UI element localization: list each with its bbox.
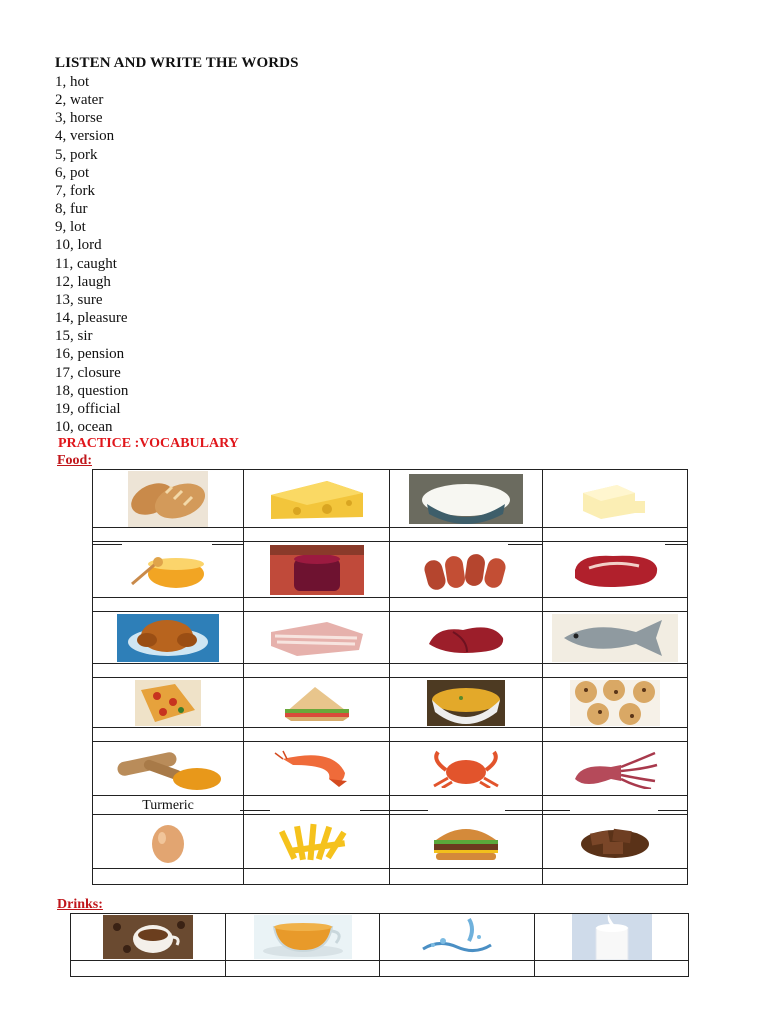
squid-icon xyxy=(571,749,659,789)
writing-line[interactable] xyxy=(508,611,568,612)
writing-line[interactable] xyxy=(658,810,687,811)
answer-cell[interactable] xyxy=(543,869,688,885)
food-cell xyxy=(390,742,543,796)
drink-cell xyxy=(226,914,380,961)
bread-icon xyxy=(128,471,208,527)
list-item: 8, fur xyxy=(55,201,88,218)
writing-line[interactable] xyxy=(92,544,122,545)
food-cell xyxy=(244,815,390,869)
coffee-icon xyxy=(103,915,193,959)
writing-line[interactable] xyxy=(212,544,243,545)
answer-cell[interactable] xyxy=(244,528,390,542)
food-cell xyxy=(93,742,244,796)
list-item: 4, version xyxy=(55,128,115,145)
food-cell xyxy=(543,542,688,598)
butter-icon xyxy=(577,479,653,519)
answer-cell[interactable] xyxy=(244,598,390,612)
fries-icon xyxy=(277,820,357,864)
word-list xyxy=(55,73,128,436)
food-cell xyxy=(244,742,390,796)
list-item: 14, pleasure xyxy=(55,310,128,327)
answer-cell[interactable] xyxy=(244,869,390,885)
egg-icon xyxy=(148,820,188,864)
drink-cell xyxy=(71,914,226,961)
practice-title: PRACTICE :VOCABULARY xyxy=(58,436,239,451)
list-item: 2, water xyxy=(55,92,104,109)
tea-icon xyxy=(254,915,352,959)
sandwich-icon xyxy=(281,683,353,723)
answer-cell[interactable] xyxy=(71,961,226,977)
food-cell xyxy=(543,678,688,728)
answer-cell[interactable] xyxy=(244,796,390,815)
writing-line[interactable] xyxy=(190,913,224,914)
page-title: LISTEN AND WRITE THE WORDS xyxy=(55,55,299,71)
list-item: 11, caught xyxy=(55,255,117,272)
writing-line[interactable] xyxy=(346,913,418,914)
drink-cell xyxy=(535,914,689,961)
list-item: 6, pot xyxy=(55,164,90,181)
food-cell xyxy=(543,815,688,869)
food-cell xyxy=(543,470,688,528)
jam-icon xyxy=(270,545,364,595)
cheese-icon xyxy=(267,475,367,523)
list-item: 10, ocean xyxy=(55,418,113,435)
list-item: 12, laugh xyxy=(55,273,111,290)
list-item: 19, official xyxy=(55,400,121,417)
answer-cell[interactable] xyxy=(390,796,543,815)
sausage-icon xyxy=(420,548,512,592)
chocolate-icon xyxy=(577,822,653,862)
answer-cell[interactable] xyxy=(244,728,390,742)
writing-line[interactable] xyxy=(660,611,687,612)
answer-cell[interactable] xyxy=(380,961,535,977)
answer-cell[interactable] xyxy=(390,528,543,542)
answer-cell[interactable] xyxy=(93,528,244,542)
milk-icon xyxy=(572,914,652,960)
writing-line[interactable] xyxy=(215,611,265,612)
food-cell xyxy=(93,612,244,664)
list-item: 18, question xyxy=(55,382,129,399)
answer-cell[interactable] xyxy=(93,796,244,815)
writing-line[interactable] xyxy=(508,544,542,545)
food-cell xyxy=(244,470,390,528)
food-label-turmeric: Turmeric xyxy=(142,798,194,813)
writing-line[interactable] xyxy=(365,611,425,612)
rice-icon xyxy=(409,474,523,524)
list-item: 15, sir xyxy=(55,328,93,345)
writing-line[interactable] xyxy=(240,677,270,678)
answer-cell[interactable] xyxy=(93,598,244,612)
drinks-table xyxy=(70,913,689,977)
fish-icon xyxy=(552,614,678,662)
answer-cell[interactable] xyxy=(543,796,688,815)
list-item: 10, lord xyxy=(55,237,102,254)
answer-cell[interactable] xyxy=(390,664,543,678)
list-item: 13, sure xyxy=(55,291,103,308)
answer-cell[interactable] xyxy=(543,528,688,542)
writing-line[interactable] xyxy=(360,810,428,811)
answer-cell[interactable] xyxy=(535,961,689,977)
food-cell xyxy=(543,742,688,796)
food-cell xyxy=(93,542,244,598)
answer-cell[interactable] xyxy=(93,869,244,885)
honey-icon xyxy=(128,550,208,590)
liver-icon xyxy=(423,618,509,658)
food-cell xyxy=(244,612,390,664)
food-cell xyxy=(390,542,543,598)
answer-cell[interactable] xyxy=(93,728,244,742)
food-cell xyxy=(390,678,543,728)
drinks-heading: Drinks: xyxy=(57,897,103,912)
list-item: 1, hot xyxy=(55,74,90,90)
food-cell xyxy=(244,678,390,728)
food-table xyxy=(92,469,688,885)
cookies-icon xyxy=(570,680,660,726)
shrimp-icon xyxy=(273,749,361,789)
list-item: 16, pension xyxy=(55,346,125,363)
answer-cell[interactable] xyxy=(93,664,244,678)
food-cell xyxy=(390,815,543,869)
writing-line[interactable] xyxy=(240,810,270,811)
writing-line[interactable] xyxy=(505,810,570,811)
soup-icon xyxy=(427,680,505,726)
food-cell xyxy=(93,470,244,528)
pizza-icon xyxy=(135,680,201,726)
drink-cell xyxy=(380,914,535,961)
list-item: 3, horse xyxy=(55,110,103,127)
food-heading: Food: xyxy=(57,453,92,468)
food-cell xyxy=(244,542,390,598)
answer-cell[interactable] xyxy=(543,598,688,612)
turmeric-icon xyxy=(113,747,223,791)
writing-line[interactable] xyxy=(665,544,687,545)
beef-icon xyxy=(569,550,661,590)
list-item: 9, lot xyxy=(55,219,86,236)
answer-cell[interactable] xyxy=(244,664,390,678)
food-cell xyxy=(93,815,244,869)
burger-icon xyxy=(426,822,506,862)
answer-cell[interactable] xyxy=(390,598,543,612)
water-icon xyxy=(419,915,495,959)
crab-icon xyxy=(428,750,504,788)
answer-cell[interactable] xyxy=(226,961,380,977)
answer-cell[interactable] xyxy=(543,728,688,742)
list-item: 7, fork xyxy=(55,182,95,199)
answer-cell[interactable] xyxy=(543,664,688,678)
list-item: 17, closure xyxy=(55,364,121,381)
list-item: 5, pork xyxy=(55,146,98,163)
answer-cell[interactable] xyxy=(390,728,543,742)
food-cell xyxy=(93,678,244,728)
pork-belly-icon xyxy=(267,616,367,660)
writing-line[interactable] xyxy=(358,677,388,678)
answer-cell[interactable] xyxy=(390,869,543,885)
food-cell xyxy=(390,470,543,528)
food-cell xyxy=(543,612,688,664)
roast-chicken-icon xyxy=(117,614,219,662)
food-cell xyxy=(390,612,543,664)
